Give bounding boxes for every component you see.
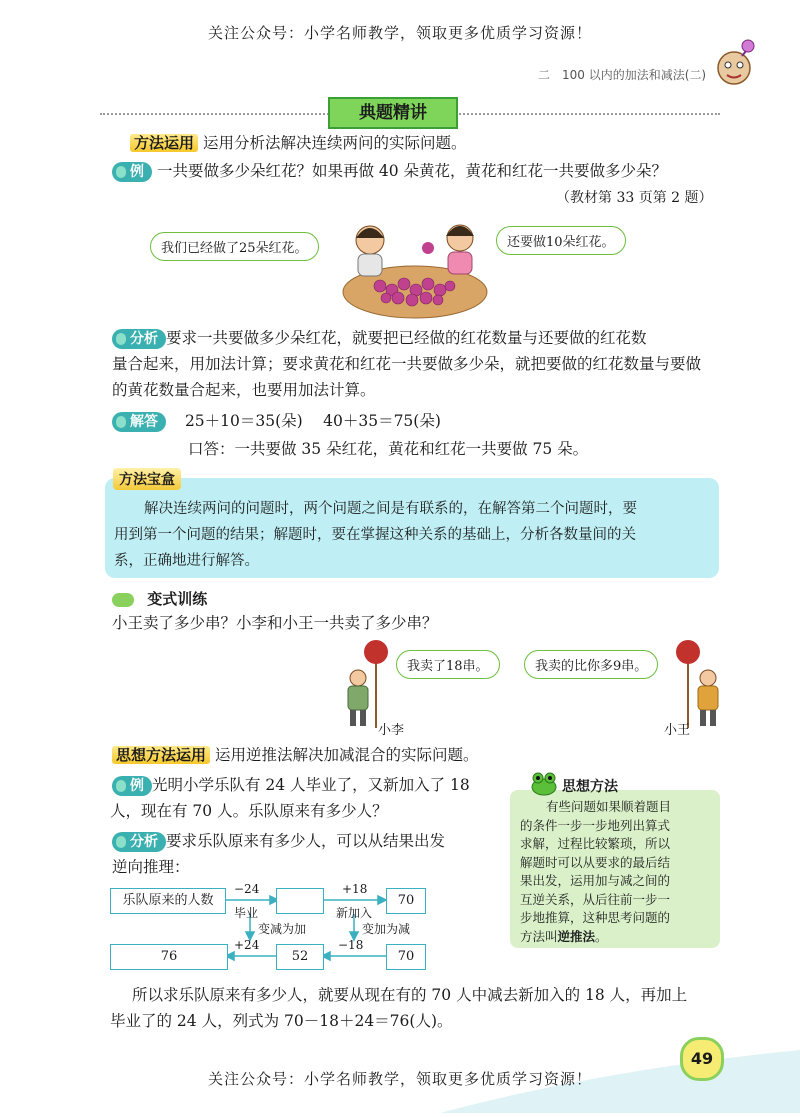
example-1	[112, 158, 667, 184]
method2-text: 运用逆推法解决加减混合的实际问题。	[214, 746, 479, 764]
example2-tag: 例	[112, 776, 152, 796]
practice-question: 小王卖了多少串？小李和小王一共卖了多少串？	[112, 614, 438, 632]
seller-left-illustration	[340, 638, 390, 730]
flow-empty-box	[276, 888, 324, 914]
thought-line-7: 步地推算，这种思考问题的	[520, 910, 671, 925]
practice-bubble-right: 我卖的比你多9串。	[524, 650, 658, 679]
analysis-1	[112, 325, 722, 403]
flow-down1: 变减为加	[258, 922, 307, 936]
seller-right-illustration	[676, 638, 726, 730]
flow-start-box: 乐队原来的人数	[110, 888, 226, 914]
frog-icon	[530, 772, 558, 800]
chapter-title: 二 100 以内的加法和减法(二)	[538, 68, 707, 82]
thought-line-8	[520, 928, 716, 947]
practice-title-row	[112, 588, 207, 609]
flow-result-box: 76	[110, 944, 228, 970]
flow-op2: +18	[342, 882, 368, 896]
bottom-promo-note: 关注公众号：小学名师教学，领取更多优质学习资源！	[207, 1070, 592, 1088]
thought-last-bold: 逆推法	[557, 928, 596, 944]
reverse-reasoning-diagram	[110, 882, 430, 974]
analysis-line-2: 量合起来，用加法计算；要求黄花和红花一共要做多少朵，就把要做的红花数量与要做	[112, 355, 702, 373]
thought-line-3: 求解，过程比较繁琐，所以	[520, 836, 671, 851]
flow-op4: −18	[338, 938, 364, 952]
example-2	[112, 772, 504, 824]
speech-bubble-left: 我们已经做了25朵红花。	[150, 232, 319, 261]
method-line-2	[112, 742, 478, 768]
conclusion	[112, 982, 724, 1034]
speech-bubble-right: 还要做10朵红花。	[496, 226, 626, 255]
thought-line-1: 有些问题如果顺着题目	[546, 799, 672, 814]
practice-bubble-left: 我卖了18串。	[396, 650, 500, 679]
example-tag: 例	[112, 162, 152, 182]
answer-oral: 口答：一共要做 35 朵红花，黄花和红花一共要做 75 朵。	[188, 440, 589, 458]
answer-1	[112, 408, 441, 434]
flow-op3: +24	[234, 938, 260, 952]
flow-op1-label: 毕业	[234, 906, 259, 920]
analysis-tag: 分析	[112, 329, 166, 349]
thought-box-content	[520, 798, 716, 946]
thought-last-prefix: 方法叫	[520, 928, 558, 944]
analysis2-tag: 分析	[112, 832, 166, 852]
analysis2-line-2: 逆向推理：	[112, 858, 190, 876]
page-number: 49	[680, 1037, 724, 1081]
example-question: 一共要做多少朵红花？如果再做 40 朵黄花，黄花和红花一共要做多少朵？	[156, 162, 668, 180]
top-promo-note: 关注公众号：小学名师教学，领取更多优质学习资源！	[207, 24, 592, 42]
method-box-title: 方法宝盒	[113, 468, 181, 490]
answer-calc: 25＋10＝35(朵) 40＋35＝75(朵)	[184, 412, 441, 430]
answer-tag: 解答	[112, 412, 166, 432]
flow-op2-label: 新加入	[336, 906, 373, 920]
example2-line-2: 人，现在有 70 人。乐队原来有多少人？	[110, 802, 388, 820]
thought-line-5: 果出发，运用加与减之间的	[520, 873, 671, 888]
method-tag: 方法运用	[130, 134, 198, 152]
method-box-content	[114, 496, 714, 574]
analysis-2	[112, 828, 504, 880]
method2-tag: 思想方法运用	[112, 746, 210, 764]
conclusion-line-2: 毕业了的 24 人，列式为 70－18＋24＝76(人)。	[110, 1012, 453, 1030]
flow-op1: −24	[234, 882, 260, 896]
analysis-line-1: 要求一共要做多少朵红花，就要把已经做的红花数量与还要做的红花数	[166, 329, 647, 347]
flow-end-top-box: 70	[386, 888, 426, 914]
thought-line-4: 解题时可以从要求的最后结	[520, 854, 671, 870]
thought-box-title: 思想方法	[562, 779, 618, 795]
analysis2-line-1: 要求乐队原来有多少人，可以从结果出发	[166, 832, 446, 850]
mascot-icon	[712, 38, 758, 90]
thought-line-6: 互逆关系，从后往前一步一	[520, 891, 671, 907]
practice-name-right: 小王	[664, 723, 691, 738]
practice-icon	[112, 593, 134, 607]
analysis-line-3: 的黄花数量合起来，也要用加法计算。	[112, 381, 376, 399]
method-box-line-1: 解决连续两问的问题时，两个问题之间是有联系的，在解答第二个问题时，要	[144, 501, 637, 517]
thought-last-suffix: 。	[595, 928, 608, 944]
example2-line-1: 光明小学乐队有 24 人毕业了，又新加入了 18	[152, 776, 470, 794]
thought-line-2: 的条件一步一步地列出算式	[520, 817, 671, 833]
method-box-line-3: 系，正确地进行解答。	[114, 553, 259, 569]
flow-mid-box: 52	[276, 944, 324, 970]
flow-down2: 变加为减	[362, 922, 411, 936]
children-making-flowers-illustration	[340, 212, 490, 320]
method-text: 运用分析法解决连续两问的实际问题。	[202, 134, 467, 152]
method-line-1	[130, 130, 466, 156]
practice-title: 变式训练	[147, 590, 208, 608]
method-box-line-2: 用到第一个问题的结果；解题时，要在掌握这种关系的基础上，分析各数量间的关	[114, 527, 636, 543]
practice-name-left: 小李	[378, 723, 405, 738]
section-banner: 典题精讲	[328, 97, 458, 129]
conclusion-line-1: 所以求乐队原来有多少人，就要从现在有的 70 人中减去新加入的 18 人，再加上	[132, 986, 688, 1004]
example-source: （教材第 33 页第 2 题）	[556, 190, 713, 206]
flow-end-bottom-box: 70	[386, 944, 426, 970]
